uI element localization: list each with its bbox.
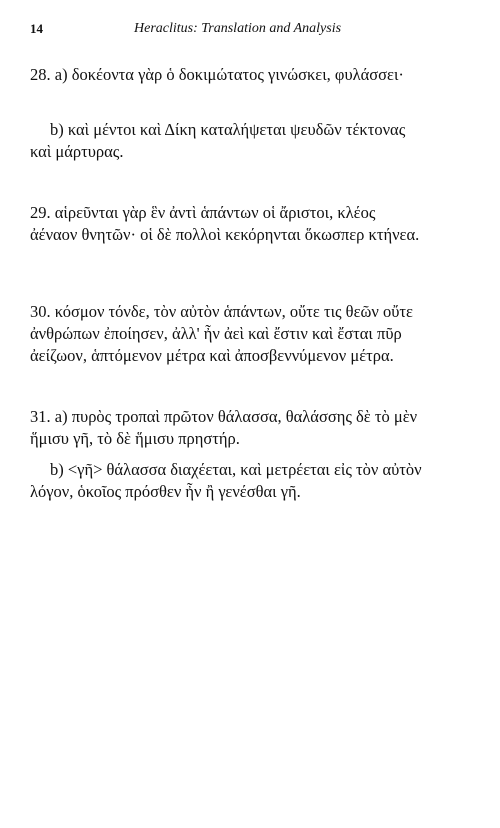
fragment-line: λόγον, ὁκοῖος πρόσθεν ἦν ἢ γενέσθαι γῆ. xyxy=(30,482,301,501)
fragment-line: ἀείζωον, ἁπτόμενον μέτρα καὶ ἀποσβεννύμενον μέτρα. xyxy=(30,346,394,365)
fragment-line: ἥμισυ γῆ, τὸ δὲ ἥμισυ πρηστήρ. xyxy=(30,429,240,448)
fragment-30 xyxy=(30,301,475,367)
fragment-31b xyxy=(30,459,475,503)
fragment-line: b) καὶ μέντοι καὶ Δίκη καταλήψεται ψευδῶν τέκτονας xyxy=(50,120,406,139)
fragment-28b xyxy=(30,119,475,163)
fragment-29 xyxy=(30,202,475,246)
fragment-line: ἀνθρώπων ἐποίησεν, ἀλλ' ἦν ἀεὶ καὶ ἔστιν καὶ ἔσται πῦρ xyxy=(30,324,402,343)
fragment-line: καὶ μάρτυρας. xyxy=(30,142,124,161)
fragment-line: 30. κόσμον τόνδε, τὸν αὐτὸν ἁπάντων, οὔτε τις θεῶν οὔτε xyxy=(30,302,413,321)
fragment-line: b) <γῆ> θάλασσα διαχέεται, καὶ μετρέεται εἰς τὸν αὐτὸν xyxy=(50,460,422,479)
fragment-line: ἀέναον θνητῶν· οἱ δὲ πολλοὶ κεκόρηνται ὅκωσπερ κτήνεα. xyxy=(30,225,420,244)
running-title: Heraclitus: Translation and Analysis xyxy=(134,21,342,36)
fragment-line: 29. αἱρεῦνται γὰρ ἓν ἀντὶ ἁπάντων οἱ ἄριστοι, κλέος xyxy=(30,203,376,222)
fragment-line: 31. a) πυρὸς τροπαὶ πρῶτον θάλασσα, θαλάσσης δὲ τὸ μὲν xyxy=(30,407,418,426)
page-header xyxy=(30,21,470,41)
fragment-line: 28. a) δοκέοντα γὰρ ὁ δοκιμώτατος γινώσκει, φυλάσσει· xyxy=(30,65,404,84)
fragment-28a xyxy=(30,64,475,86)
page-number: 14 xyxy=(30,21,43,36)
fragment-31a xyxy=(30,406,475,450)
